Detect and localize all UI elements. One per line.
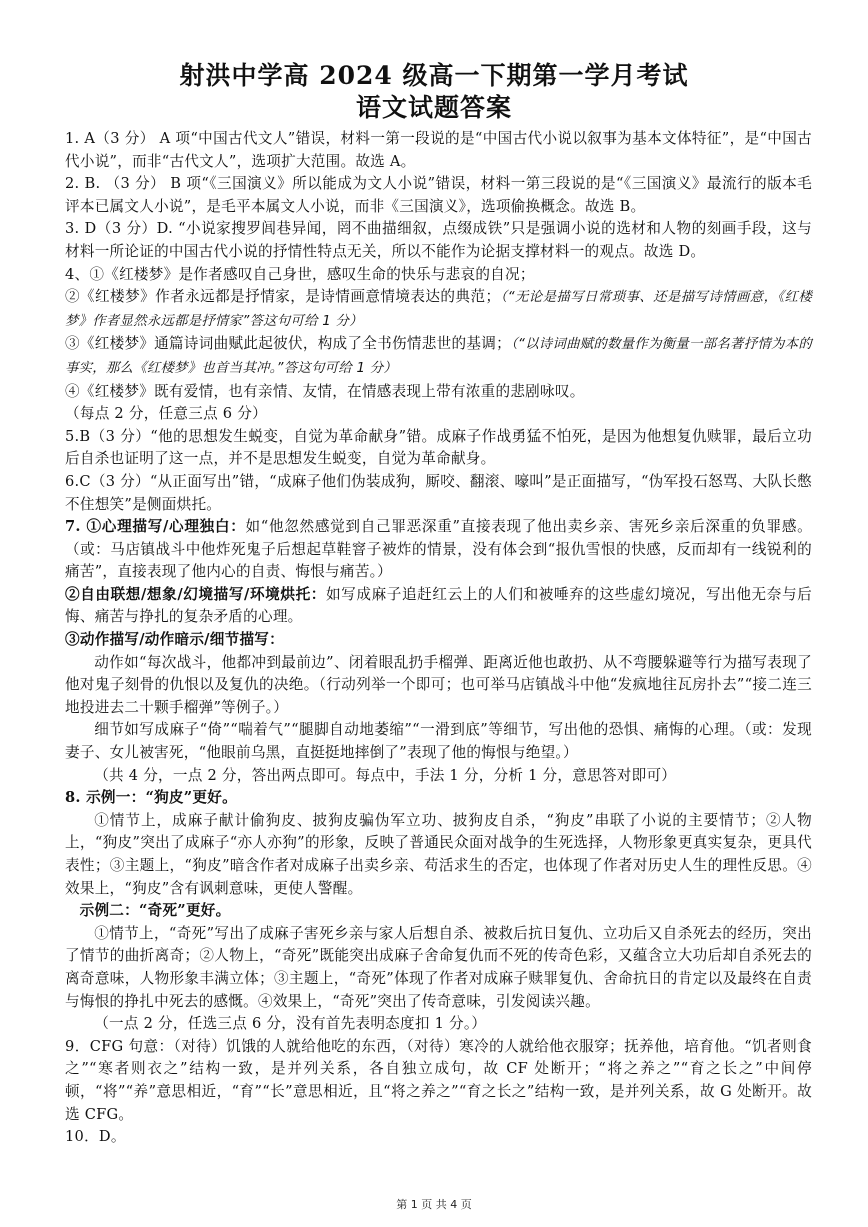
answer-q7-point2-heading: ②自由联想/想象/幻境描写/环境烘托： [65, 585, 326, 603]
answer-q7-score: （共 4 分，一点 2 分，答出两点即可。每点中，手法 1 分，分析 1 分，意思答对即可） [94, 766, 677, 784]
answer-q7-point1 [65, 516, 812, 584]
answer-q10: 10．D。 [65, 1128, 126, 1146]
answer-q7-point1-body: 如“他忽然感觉到自己罪恶深重”直接表现了他出卖乡亲、害死乡亲后深重的负罪感。（或：马店镇战斗中他炸死鬼子后想起草鞋窨子被炸的情景，没有体会到“报仇雪恨的快感，反而却有一线锐利的痛苦”，直接表现了他内心的自责、悔恨与痛苦。） [65, 518, 812, 581]
answer-q4-point4: ④《红楼梦》既有爱情，也有亲情、友情，在情感表现上带有浓重的悲剧咏叹。 [65, 382, 585, 400]
answer-q7-point2-body: 如写成麻子追赶红云上的人们和被唾弃的这些虚幻境况，写出他无奈与后悔、痛苦与挣扎的复杂矛盾的心理。 [65, 585, 812, 626]
answer-q7-point3-heading: ③动作描写/动作暗示/细节描写： [65, 631, 284, 649]
answer-q8-score: （一点 2 分，任选三点 6 分，没有首先表明态度扣 1 分。） [94, 1015, 487, 1033]
answer-q9: 9．CFG 句意：（对待）饥饿的人就给他吃的东西，（对待）寒冷的人就给他衣服穿；抚养他，培育他。“饥者则食之”“寒者则衣之”结构一致，是并列关系，各自独立成句，故 CF 处断开；“将之养之”“育之长之”中间停顿，“将”“养”意思相近，“育”“长”意思相近，且“将之养之”“育之长之”结构一致，是并列关系，故 G 处断开。故选 CFG。 [65, 1037, 812, 1123]
answer-q8-example2-body: ①情节上，“奇死”写出了成麻子害死乡亲与家人后想自杀、被救后抗日复仇、立功后又自杀死去的经历，突出了情节的曲折离奇；②人物上，“奇死”既能突出成麻子舍命复仇而不死的传奇色彩，又蕴含立大功后却自杀死去的离奇意味，人物形象丰满立体；③主题上，“奇死”体现了作者对成麻子赎罪复仇、舍命抗日的肯定以及最终在自责与悔恨的挣扎中死去的感慨。④效果上，“奇死”突出了传奇意味，引发阅读兴趣。 [65, 924, 812, 1010]
answer-q4-point2-note: （“无论是描写日常琐事、还是描写诗情画意，《红楼梦》作者显然永远都是抒情家”答这句可给 1 分） [65, 290, 812, 329]
answer-q4-point2-main: ②《红楼梦》作者永远都是抒情家，是诗情画意情境表达的典范； [65, 288, 501, 306]
answer-q8-example2-heading: 示例二：“奇死”更好。 [79, 902, 231, 920]
title-block [0, 60, 868, 124]
answer-q4-point3-main: ③《红楼梦》通篇诗词曲赋此起彼伏，构成了全书伤情悲世的基调； [65, 335, 511, 353]
page-subtitle: 语文试题答案 [355, 93, 512, 122]
answer-q4-point3 [65, 333, 812, 380]
answer-q2: 2. B. （3 分） B 项“《三国演义》所以能成为文人小说”错误，材料一第三段说的是“《三国演义》最流行的版本毛评本已属文人小说”，是毛平本属文人小说，而非《三国演义》，选项偷换概念。故选 B。 [65, 175, 812, 215]
answer-q6: 6.C（3 分）“从正面写出”错，“成麻子他们伪装成狗，厮咬、翻滚、嚎叫”是正面描写，“伪军投石怒骂、大队长憋不住想笑”是侧面烘托。 [65, 472, 812, 513]
answer-body [65, 128, 812, 1149]
answer-q8-example1-body: ①情节上，成麻子献计偷狗皮、披狗皮骗伪军立功、披狗皮自杀，“狗皮”串联了小说的主要情节；②人物上，“狗皮”突出了成麻子“亦人亦狗”的形象，反映了普通民众面对战争的生死选择，人物形象更真实复杂，更具代表性；③主题上，“狗皮”暗含作者对成麻子出卖乡亲、苟活求生的否定，也体现了作者对历史人生的理性反思。④效果上，“狗皮”含有讽刺意味，更使人警醒。 [65, 811, 812, 897]
answer-q4-point3-note: （“以诗词曲赋的数量作为衡量一部名著抒情为本的事实，那么《红楼梦》也首当其冲。”答这句可给 1 分） [65, 337, 812, 376]
answer-q1: 1. A（3 分） A 项“中国古代文人”错误，材料一第一段说的是“中国古代小说以叙事为基本文体特征”，是“中国古代小说”，而非“古代文人”，选项扩大范围。故选 A。 [65, 130, 812, 170]
page-title: 射洪中学高 2024 级高一下期第一学月考试 [179, 61, 689, 90]
answer-q4-point1: 4、①《红楼梦》是作者感叹自己身世，感叹生命的快乐与悲哀的自况； [65, 265, 535, 283]
page-footer: 第 1 页 共 4 页 [396, 1198, 472, 1211]
answer-q5: 5.B（3 分）“他的思想发生蜕变，自觉为革命献身”错。成麻子作战勇猛不怕死，是因为他想复仇赎罪，最后立功后自杀也证明了这一点，并不是思想发生蜕变，自觉为革命献身。 [65, 427, 812, 468]
answer-q7-point2 [65, 584, 812, 629]
answer-q8-example1-heading: 8. 示例一：“狗皮”更好。 [65, 789, 237, 807]
answer-q4-point2 [65, 286, 812, 333]
answer-q7-point3-detail: 细节如写成麻子“倚”“喘着气”“腿脚自动地萎缩”“一滑到底”等细节，写出他的恐惧、痛悔的心理。（或：发现妻子、女儿被害死，“他眼前乌黑，直挺挺地摔倒了”表现了他的悔恨与绝望。） [65, 721, 812, 762]
answer-q7-point1-heading: 7. ①心理描写/心理独白： [65, 518, 246, 536]
answer-q7-point3-action: 动作如“每次战斗，他都冲到最前边”、闭着眼乱扔手榴弹、距离近他也敢扔、从不弯腰躲避等行为描写表现了他对鬼子刻骨的仇恨以及复仇的决绝。（行动列举一个即可；也可举马店镇战斗中他“发疯地往瓦房扑去”“接二连三地投进去二十颗手榴弹”等例子。） [65, 653, 812, 716]
answer-q3: 3. D（3 分）D. “小说家搜罗闾巷异闻，罔不曲描细叙，点缀成铁”只是强调小说的选材和人物的刻画手段，这与材料一所论证的中国古代小说的抒情性特点无关，所以不能作为论据支撑材料一的观点。故选 D。 [65, 220, 812, 260]
answer-q4-score: （每点 2 分，任意三点 6 分） [65, 405, 267, 423]
